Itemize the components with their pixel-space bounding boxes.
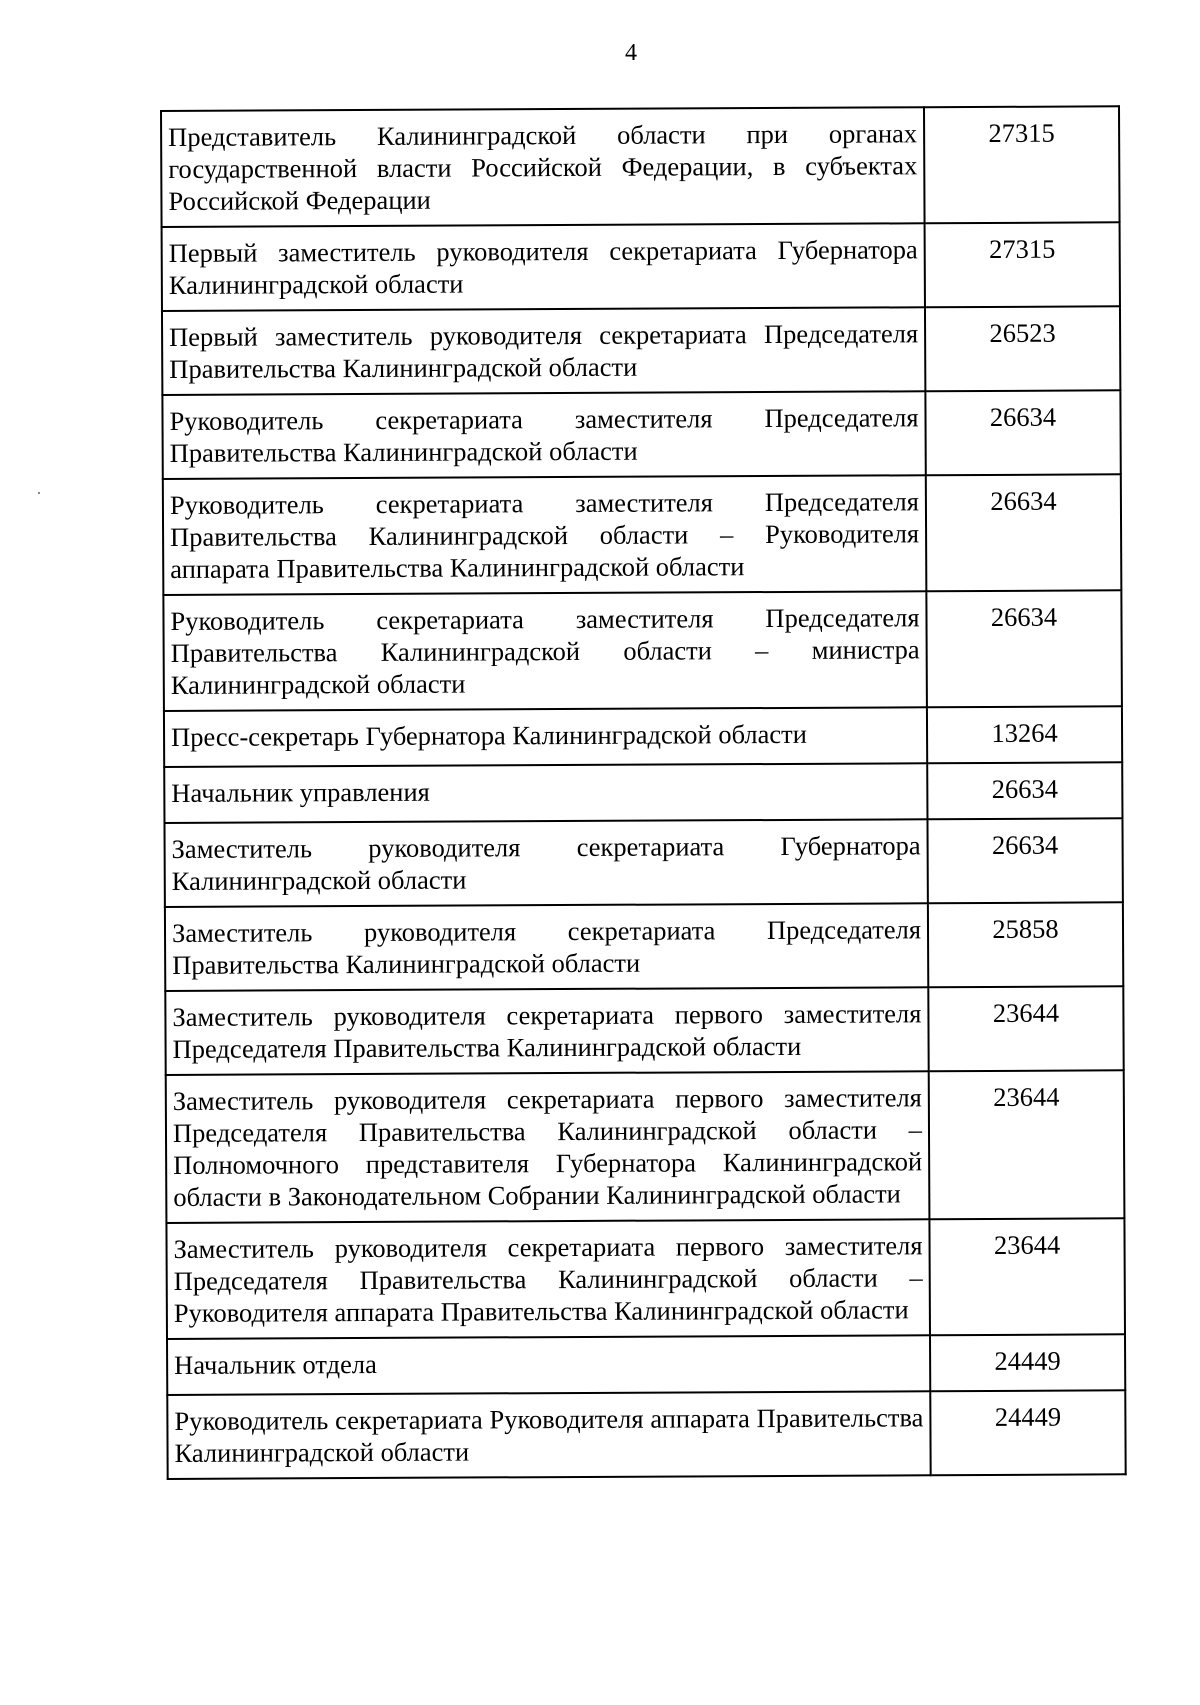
salary-value: 27315 [924, 106, 1120, 223]
page-number: 4 [625, 40, 637, 66]
position-title: Заместитель руководителя секретариата первого заместителя Председателя Правительства Калининградской области – Руководителя аппарата Правительства Калининградской области [166, 1219, 930, 1339]
salary-value: 26634 [925, 390, 1120, 475]
table-row [164, 818, 1122, 907]
position-title: Первый заместитель руководителя секретариата Председателя Правительства Калининградской области [162, 307, 925, 395]
position-title: Руководитель секретариата заместителя Председателя Правительства Калининградской области – министра Калининградской области [163, 591, 927, 711]
salary-value: 24449 [930, 1390, 1125, 1475]
table-row [162, 222, 1120, 311]
salary-table-container [160, 105, 1127, 1480]
salary-value: 26634 [926, 474, 1122, 591]
table-row [167, 1390, 1125, 1479]
salary-value: 23644 [928, 986, 1123, 1071]
table-row [163, 590, 1122, 711]
salary-table [160, 105, 1127, 1480]
table-row [162, 306, 1120, 395]
table-row [162, 390, 1120, 479]
salary-value: 27315 [925, 222, 1120, 307]
table-row [165, 902, 1123, 991]
salary-value: 26523 [925, 306, 1120, 391]
position-title: Представитель Калининградской области при органах государственной власти Российской Федерации, в субъектах Российской Федерации [161, 107, 925, 227]
salary-value: 23644 [929, 1070, 1125, 1219]
table-row [166, 1218, 1125, 1339]
salary-value: 23644 [929, 1218, 1125, 1335]
position-title: Заместитель руководителя секретариата Председателя Правительства Калининградской области [165, 903, 928, 991]
position-title: Пресс-секретарь Губернатора Калининградской области [164, 707, 927, 767]
table-row [163, 474, 1122, 595]
position-title: Руководитель секретариата заместителя Председателя Правительства Калининградской области [162, 391, 925, 479]
table-row [165, 986, 1123, 1075]
salary-value: 26634 [927, 762, 1122, 819]
scan-speck [38, 492, 40, 494]
table-row [161, 106, 1120, 227]
table-row [164, 762, 1122, 823]
position-title: Начальник отдела [167, 1335, 930, 1395]
position-title: Руководитель секретариата Руководителя аппарата Правительства Калининградской области [167, 1391, 930, 1479]
position-title: Заместитель руководителя секретариата Губернатора Калининградской области [164, 819, 927, 907]
position-title: Заместитель руководителя секретариата первого заместителя Председателя Правительства Калининградской области – Полномочного представителя Губернатора Калининградской области в Законодательном Собрании Калининградской области [166, 1071, 930, 1223]
salary-value: 25858 [928, 902, 1123, 987]
table-row [164, 706, 1122, 767]
position-title: Руководитель секретариата заместителя Председателя Правительства Калининградской области – Руководителя аппарата Правительства Калининградской области [163, 475, 927, 595]
salary-value: 26634 [927, 818, 1122, 903]
position-title: Начальник управления [164, 763, 927, 823]
salary-value: 13264 [927, 706, 1122, 763]
position-title: Заместитель руководителя секретариата первого заместителя Председателя Правительства Калининградской области [165, 987, 928, 1075]
salary-value: 26634 [926, 590, 1122, 707]
table-row [167, 1334, 1125, 1395]
table-row [166, 1070, 1125, 1223]
position-title: Первый заместитель руководителя секретариата Губернатора Калининградской области [162, 223, 925, 311]
salary-value: 24449 [930, 1334, 1125, 1391]
